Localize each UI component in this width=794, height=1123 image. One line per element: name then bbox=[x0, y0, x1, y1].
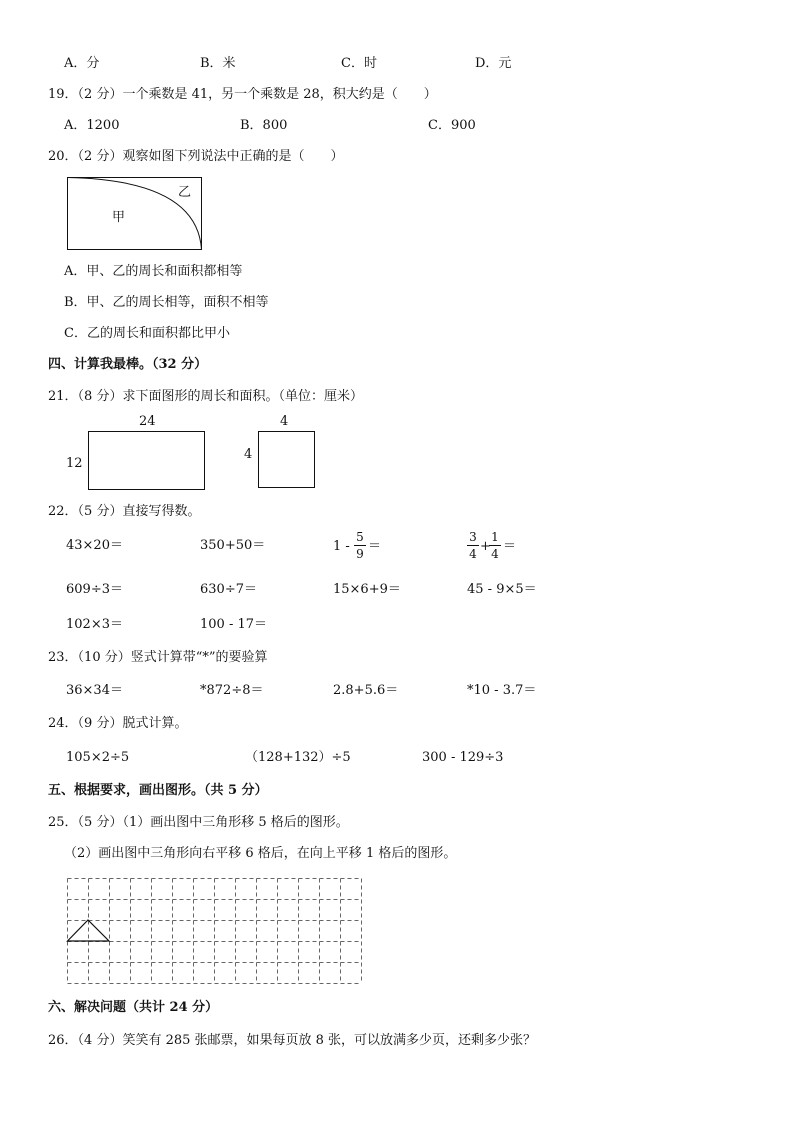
q23-item: *10 - 3.7＝ bbox=[467, 683, 537, 698]
q22-item: 630÷7＝ bbox=[200, 582, 257, 597]
q22-fraction-prefix: 1 - bbox=[333, 539, 350, 554]
q22-fraction bbox=[489, 530, 501, 561]
q22-fraction bbox=[467, 530, 479, 561]
q25-grid bbox=[67, 878, 363, 984]
q20-question: 20．（2 分）观察如图下列说法中正确的是（ ） bbox=[48, 149, 344, 164]
section-6-heading: 六、解决问题（共计 24 分） bbox=[48, 1000, 219, 1015]
q20-option-a: A．甲、乙的周长和面积都相等 bbox=[64, 264, 243, 279]
q25-question: 25．（5 分）（1）画出图中三角形移 5 格后的图形。 bbox=[48, 815, 349, 830]
fraction-denominator: 4 bbox=[469, 547, 477, 561]
q23-item: *872÷8＝ bbox=[200, 683, 264, 698]
q21-rectangle bbox=[88, 431, 206, 491]
q18-option-b: B．米 bbox=[200, 56, 236, 71]
q22-item: 45 - 9×5＝ bbox=[467, 582, 537, 597]
q26-question: 26．（4 分）笑笑有 285 张邮票，如果每页放 8 张，可以放满多少页，还剩多少张？ bbox=[48, 1033, 537, 1048]
fraction-numerator: 1 bbox=[491, 530, 499, 544]
q21-square bbox=[258, 431, 316, 489]
q19-option-a: A．1200 bbox=[64, 118, 120, 133]
section-5-heading: 五、根据要求，画出图形。（共 5 分） bbox=[48, 783, 268, 798]
q21-question: 21．（8 分）求下面图形的周长和面积。（单位：厘米） bbox=[48, 389, 363, 404]
q18-option-a: A．分 bbox=[64, 56, 100, 71]
q25-subquestion: （2）画出图中三角形向右平移 6 格后，在向上平移 1 格后的图形。 bbox=[64, 846, 457, 861]
fraction-denominator: 9 bbox=[356, 547, 364, 561]
q22-item: 350+50＝ bbox=[200, 538, 266, 553]
fraction-denominator: 4 bbox=[491, 547, 499, 561]
q18-option-c: C．时 bbox=[341, 56, 377, 71]
q19-option-c: C．900 bbox=[428, 118, 476, 133]
q23-question: 23．（10 分）竖式计算带“*”的要验算 bbox=[48, 650, 268, 665]
q24-item: （128+132）÷5 bbox=[245, 750, 351, 765]
q23-item: 2.8+5.6＝ bbox=[333, 683, 399, 698]
q21-square-side-label: 4 bbox=[244, 447, 253, 462]
q20-option-c: C．乙的周长和面积都比甲小 bbox=[64, 326, 230, 341]
section-4-heading: 四、计算我最棒。（32 分） bbox=[48, 357, 208, 372]
q22-item: 100 - 17＝ bbox=[200, 617, 268, 632]
q22-fraction bbox=[354, 530, 366, 561]
q19-question: 19．（2 分）一个乘数是 41，另一个乘数是 28，积大约是（ ） bbox=[48, 87, 437, 102]
fraction-numerator: 5 bbox=[356, 530, 364, 544]
q22-plus-sign: + bbox=[480, 539, 491, 554]
q24-item: 105×2÷5 bbox=[66, 750, 130, 765]
q22-question: 22．（5 分）直接写得数。 bbox=[48, 504, 201, 519]
q21-square-top-label: 4 bbox=[280, 414, 289, 429]
q20-label-yi: 乙 bbox=[178, 185, 192, 200]
q21-rect-height-label: 12 bbox=[66, 456, 83, 471]
q22-item: 609÷3＝ bbox=[66, 582, 123, 597]
q20-label-jia: 甲 bbox=[112, 210, 126, 225]
q22-fraction-suffix: ＝ bbox=[368, 539, 382, 554]
q23-item: 36×34＝ bbox=[66, 683, 123, 698]
q22-item: 43×20＝ bbox=[66, 538, 123, 553]
q18-option-d: D．元 bbox=[475, 56, 512, 71]
fraction-numerator: 3 bbox=[469, 530, 477, 544]
q24-question: 24．（9 分）脱式计算。 bbox=[48, 716, 188, 731]
q22-fraction-suffix: ＝ bbox=[503, 539, 517, 554]
q22-item: 15×6+9＝ bbox=[333, 582, 401, 597]
q21-rect-width-label: 24 bbox=[139, 414, 156, 429]
q24-item: 300 - 129÷3 bbox=[422, 750, 504, 765]
q20-option-b: B．甲、乙的周长相等，面积不相等 bbox=[64, 295, 269, 310]
q19-option-b: B．800 bbox=[240, 118, 288, 133]
q22-item: 102×3＝ bbox=[66, 617, 123, 632]
